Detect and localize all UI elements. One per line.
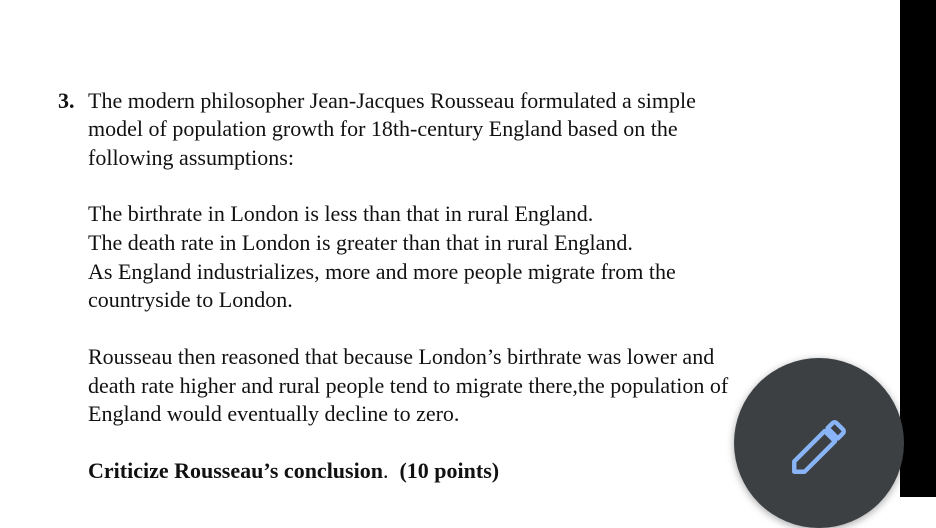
scroll-edge [900,0,936,497]
question-number: 3. [58,88,75,113]
edit-fab-button[interactable] [734,358,904,528]
question-line-3: following assumptions: [88,145,294,170]
task-points: (10 points) [399,458,500,483]
reasoning-line-1: Rousseau then reasoned that because London’s birthrate was lower and [88,344,715,369]
pencil-icon [786,414,852,480]
task-text: Criticize Rousseau’s conclusion [88,458,383,483]
assumption-line-2: The death rate in London is greater than that in rural England. [88,230,633,255]
assumption-line-1: The birthrate in London is less than that in rural England. [88,201,594,226]
assumption-line-4: countryside to London. [88,287,293,312]
task-period: . [382,458,389,483]
task-line [88,456,499,485]
question-line-2: model of population growth for 18th-century England based on the [88,116,678,141]
assumption-line-3: As England industrializes, more and more people migrate from the [88,259,676,284]
reasoning-line-2: death rate higher and rural people tend to migrate there,the population of [88,373,729,398]
question-line-1: The modern philosopher Jean-Jacques Rousseau formulated a simple [88,88,696,113]
reasoning-line-3: England would eventually decline to zero. [88,401,460,426]
